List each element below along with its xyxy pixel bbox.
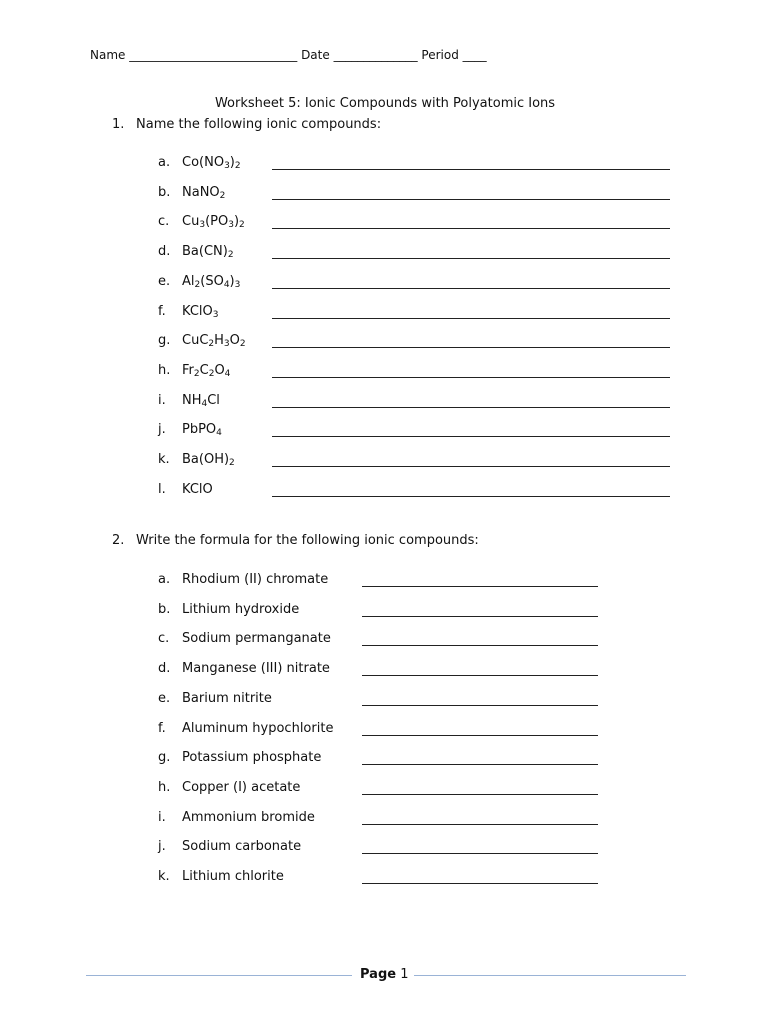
formula-part: ) (229, 155, 235, 170)
q1-item-formula (182, 185, 225, 200)
q1-answer-blank[interactable] (272, 393, 670, 408)
q2-answer-blank[interactable] (362, 721, 598, 736)
formula-subscript: 3 (228, 220, 234, 231)
q2-item-letter: f. (158, 720, 166, 736)
q2-item-letter: j. (158, 839, 166, 855)
q1-item-letter: e. (158, 273, 171, 289)
formula-subscript: 4 (201, 398, 208, 409)
q2-answer-blank[interactable] (362, 631, 598, 646)
q1-item-formula (182, 393, 220, 408)
q2-item-compound-name: Manganese (III) nitrate (182, 661, 330, 677)
q2-item-letter: d. (158, 661, 171, 677)
q1-item-letter: f. (158, 303, 166, 319)
formula-subscript: 3 (234, 279, 241, 290)
q1-item-letter: g. (158, 333, 171, 349)
period-label: Period (421, 48, 459, 62)
formula-subscript: 4 (224, 368, 231, 379)
formula-part: KClO (182, 303, 213, 319)
question-2-heading (112, 533, 479, 548)
q1-item-formula (182, 422, 222, 437)
q2-answer-blank[interactable] (362, 572, 598, 587)
footer-rule-right (414, 975, 686, 976)
q1-item-formula (182, 363, 230, 378)
q2-answer-blank[interactable] (362, 839, 598, 854)
formula-part: O (229, 333, 240, 349)
q1-answer-blank[interactable] (272, 244, 670, 259)
formula-subscript: 2 (208, 339, 215, 350)
q1-item-formula (182, 155, 241, 170)
formula-subscript: 2 (239, 339, 246, 350)
q1-answer-blank[interactable] (272, 452, 670, 467)
q1-item-formula (182, 244, 234, 259)
q1-item-letter: c. (158, 214, 170, 230)
q2-answer-blank[interactable] (362, 602, 598, 617)
formula-subscript: 2 (194, 279, 201, 290)
formula-part: (PO (205, 214, 229, 230)
q2-item-compound-name: Lithium chlorite (182, 869, 284, 884)
q2-answer-blank[interactable] (362, 750, 598, 765)
q1-answer-blank[interactable] (272, 214, 670, 229)
formula-subscript: 2 (229, 458, 235, 468)
formula-part: O (214, 362, 225, 378)
q1-item-letter: b. (158, 184, 171, 200)
page-number: 1 (400, 967, 409, 982)
q1-item-formula (182, 333, 246, 348)
q1-answer-blank[interactable] (272, 304, 670, 319)
q2-item-compound-name: Rhodium (II) chromate (182, 572, 329, 587)
q2-answer-blank[interactable] (362, 810, 598, 825)
q2-item-compound-name: Copper (I) acetate (182, 779, 301, 795)
formula-part: C (199, 362, 209, 378)
formula-part: (SO (200, 273, 224, 289)
question-2-prompt: Write the formula for the following ionic compounds: (136, 533, 479, 548)
q2-item-letter: e. (158, 690, 171, 706)
q1-item-letter: a. (158, 155, 171, 170)
formula-part: ) (233, 214, 240, 230)
formula-subscript: 4 (223, 279, 230, 290)
formula-part: KClO (182, 481, 213, 497)
q1-item-formula (182, 304, 218, 319)
q1-answer-blank[interactable] (272, 185, 670, 200)
formula-subscript: 4 (216, 428, 222, 439)
q1-item-formula (182, 452, 235, 467)
q1-item-letter: l. (158, 481, 166, 497)
name-label: Name (90, 48, 126, 62)
formula-part: Ba(OH) (182, 452, 230, 467)
q1-answer-blank[interactable] (272, 482, 670, 497)
q2-item-compound-name: Barium nitrite (182, 690, 272, 706)
worksheet-title: Worksheet 5: Ionic Compounds with Polyatomic Ions (214, 96, 556, 111)
q2-item-compound-name: Ammonium bromide (182, 809, 315, 825)
period-blank: ____ (462, 48, 487, 62)
formula-part: Cl (207, 392, 220, 408)
formula-subscript: 2 (234, 161, 241, 171)
q2-item-letter: b. (158, 601, 171, 617)
formula-subscript: 2 (239, 220, 245, 231)
formula-subscript: 2 (227, 250, 234, 261)
q1-item-letter: h. (158, 362, 171, 378)
date-label: Date (301, 48, 330, 62)
q1-item-letter: i. (158, 392, 166, 408)
q2-item-compound-name: Lithium hydroxide (182, 601, 300, 617)
formula-part: NH (182, 392, 202, 408)
q1-answer-blank[interactable] (272, 422, 670, 437)
formula-part: Cu (182, 214, 200, 230)
q2-item-letter: g. (158, 750, 171, 766)
name-blank: ____________________________ (129, 48, 298, 62)
q2-answer-blank[interactable] (362, 661, 598, 676)
question-1-number: 1. (112, 117, 125, 132)
formula-subscript: 3 (223, 339, 230, 350)
footer-rule-left (86, 975, 352, 976)
q2-item-letter: k. (158, 869, 170, 884)
q1-item-letter: j. (158, 422, 166, 438)
formula-part: Co(NO (182, 155, 225, 170)
formula-subscript: 2 (208, 368, 215, 379)
q2-item-letter: h. (158, 779, 171, 795)
formula-part: H (214, 333, 224, 349)
q2-answer-blank[interactable] (362, 691, 598, 706)
q1-answer-blank[interactable] (272, 363, 670, 378)
q2-answer-blank[interactable] (362, 780, 598, 795)
formula-subscript: 3 (224, 161, 230, 171)
formula-part: Al (182, 273, 195, 289)
q1-item-letter: d. (158, 244, 171, 260)
q1-answer-blank[interactable] (272, 274, 670, 289)
question-1-heading (112, 117, 381, 132)
student-info-header (90, 48, 487, 62)
formula-part: Ba(CN) (182, 244, 228, 260)
date-blank: ______________ (333, 48, 418, 62)
q2-item-compound-name: Potassium phosphate (182, 750, 322, 766)
formula-part: Fr (182, 362, 194, 378)
q2-item-compound-name: Sodium carbonate (182, 839, 302, 855)
formula-part: ) (229, 273, 235, 289)
q1-answer-blank[interactable] (272, 333, 670, 348)
q2-item-letter: i. (158, 809, 166, 825)
q1-item-formula (182, 482, 213, 497)
formula-subscript: 3 (212, 309, 219, 320)
formula-subscript: 3 (199, 220, 206, 231)
q2-answer-blank[interactable] (362, 869, 598, 884)
q1-item-formula (182, 274, 240, 289)
q1-item-formula (182, 214, 245, 229)
page-word: Page (360, 967, 397, 982)
formula-subscript: 2 (193, 368, 200, 379)
formula-subscript: 2 (219, 190, 226, 201)
q2-item-letter: a. (158, 572, 171, 587)
page-number-label (360, 967, 409, 982)
q2-item-compound-name: Sodium permanganate (182, 631, 331, 647)
formula-part: CuC (182, 333, 209, 349)
q1-answer-blank[interactable] (272, 155, 670, 170)
question-1-prompt: Name the following ionic compounds: (136, 117, 382, 132)
q2-item-compound-name: Aluminum hypochlorite (182, 720, 334, 736)
q2-item-letter: c. (158, 631, 170, 647)
q1-item-letter: k. (158, 452, 170, 467)
question-2-number: 2. (112, 533, 125, 548)
formula-part: PbPO (182, 422, 217, 438)
formula-part: NaNO (182, 184, 220, 200)
